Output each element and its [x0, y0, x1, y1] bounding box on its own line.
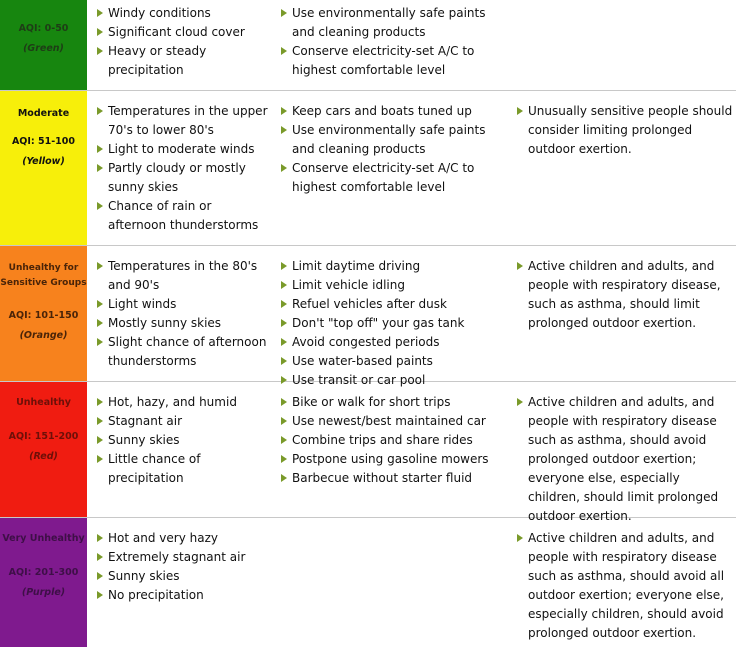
action-item: Use water-based paints: [280, 352, 508, 371]
aqi-range-label: AQI: 201-300: [8, 567, 79, 578]
aqi-row-red: [0, 382, 736, 523]
action-item: Use transit or car pool: [280, 371, 508, 390]
aqi-label-red: [0, 382, 87, 517]
aqi-label-green: [0, 0, 87, 90]
aqi-range-label: AQI: 51-100: [11, 136, 76, 147]
actions-cell: [280, 0, 508, 90]
aqi-range-label: AQI: 0-50: [18, 23, 69, 34]
health-item: Unusually sensitive people should consider limiting prolonged outdoor exertion.: [516, 102, 734, 159]
aqi-category-label: Very Unhealthy: [2, 533, 85, 544]
action-item: Don't "top off" your gas tank: [280, 314, 508, 333]
aqi-range-label: AQI: 101-150: [8, 310, 79, 321]
aqi-color-label: (Red): [29, 451, 58, 462]
action-item: Bike or walk for short trips: [280, 393, 508, 412]
weather-item: Little chance of precipitation: [96, 450, 272, 488]
weather-item: Hot, hazy, and humid: [96, 393, 272, 412]
weather-item: Mostly sunny skies: [96, 314, 272, 333]
health-item: Active children and adults, and people with respiratory disease such as asthma, should avoid prolonged outdoor exertion; everyone else, especially children, should limit prolonged outdoor exertion.: [516, 393, 734, 526]
action-item: Conserve electricity-set A/C to highest comfortable level: [280, 159, 508, 197]
aqi-label-purple: [0, 518, 87, 647]
weather-item: Significant cloud cover: [96, 23, 272, 42]
action-item: Keep cars and boats tuned up: [280, 102, 508, 121]
aqi-category-label: Moderate: [17, 108, 70, 119]
weather-cell: [96, 246, 272, 381]
weather-item: Chance of rain or afternoon thunderstorms: [96, 197, 272, 235]
weather-cell: [96, 0, 272, 90]
actions-cell: [280, 246, 508, 387]
action-item: Use environmentally safe paints and cleaning products: [280, 4, 508, 42]
aqi-label-orange: [0, 246, 87, 381]
health-cell: [516, 382, 734, 523]
action-item: Limit daytime driving: [280, 257, 508, 276]
aqi-color-label: (Green): [23, 43, 64, 54]
aqi-row-orange: [0, 246, 736, 387]
aqi-color-label: (Purple): [21, 587, 66, 598]
weather-item: Partly cloudy or mostly sunny skies: [96, 159, 272, 197]
weather-item: Hot and very hazy: [96, 529, 272, 548]
aqi-row-yellow: [0, 91, 736, 246]
weather-item: Sunny skies: [96, 431, 272, 450]
action-item: Barbecue without starter fluid: [280, 469, 508, 488]
weather-item: Windy conditions: [96, 4, 272, 23]
aqi-range-label: AQI: 151-200: [8, 431, 79, 442]
action-item: Conserve electricity-set A/C to highest comfortable level: [280, 42, 508, 80]
weather-item: Temperatures in the 80's and 90's: [96, 257, 272, 295]
action-item: Use environmentally safe paints and cleaning products: [280, 121, 508, 159]
weather-item: Stagnant air: [96, 412, 272, 431]
action-item: Avoid congested periods: [280, 333, 508, 352]
health-item: Active children and adults, and people with respiratory disease such as asthma, should avoid all outdoor exertion; everyone else, especially children, should avoid prolonged outdoor exertion.: [516, 529, 734, 643]
aqi-row-purple: [0, 518, 736, 647]
actions-cell: [280, 382, 508, 517]
aqi-color-label: (Yellow): [22, 156, 65, 167]
weather-item: Light winds: [96, 295, 272, 314]
action-item: Combine trips and share rides: [280, 431, 508, 450]
weather-item: Slight chance of afternoon thunderstorms: [96, 333, 272, 371]
weather-item: No precipitation: [96, 586, 272, 605]
health-item: Active children and adults, and people with respiratory disease, such as asthma, should limit prolonged outdoor exertion.: [516, 257, 734, 333]
weather-item: Light to moderate winds: [96, 140, 272, 159]
aqi-color-label: (Orange): [19, 330, 68, 341]
action-item: Postpone using gasoline mowers: [280, 450, 508, 469]
aqi-label-yellow: [0, 91, 87, 245]
actions-cell: [280, 518, 508, 647]
weather-item: Heavy or steady precipitation: [96, 42, 272, 80]
aqi-category-label: Unhealthy for Sensitive Groups: [0, 263, 87, 288]
weather-item: Temperatures in the upper 70's to lower 80's: [96, 102, 272, 140]
weather-cell: [96, 518, 272, 647]
action-item: Refuel vehicles after dusk: [280, 295, 508, 314]
health-cell: [516, 518, 734, 647]
weather-cell: [96, 91, 272, 245]
weather-item: Sunny skies: [96, 567, 272, 586]
aqi-category-label: Unhealthy: [16, 397, 71, 408]
health-cell: [516, 246, 734, 381]
weather-cell: [96, 382, 272, 517]
action-item: Limit vehicle idling: [280, 276, 508, 295]
actions-cell: [280, 91, 508, 245]
health-cell: [516, 91, 734, 245]
aqi-row-green: [0, 0, 736, 91]
weather-item: Extremely stagnant air: [96, 548, 272, 567]
action-item: Use newest/best maintained car: [280, 412, 508, 431]
